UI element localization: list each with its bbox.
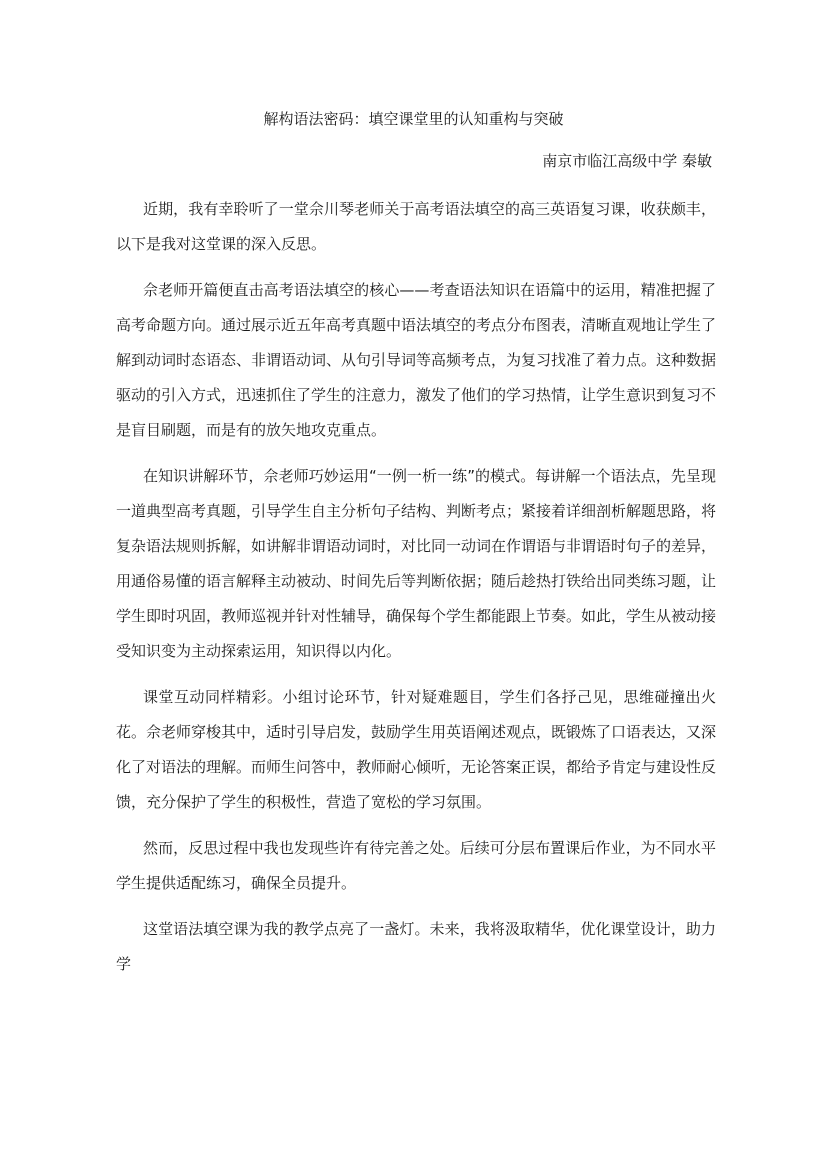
- paragraph: 近期，我有幸聆听了一堂佘川琴老师关于高考语法填空的高三英语复习课，收获颇丰，以下是我对这堂课的深入反思。: [116, 200, 716, 253]
- document-title: 解构语法密码：填空课堂里的认知重构与突破: [263, 110, 564, 128]
- document-author: 南京市临江高级中学 秦敏: [542, 152, 712, 170]
- document-body: [116, 192, 716, 982]
- paragraph: 课堂互动同样精彩。小组讨论环节，针对疑难题目，学生们各抒己见，思维碰撞出火花。佘老师穿梭其中，适时引导启发，鼓励学生用英语阐述观点，既锻炼了口语表达，又深化了对语法的理解。而师生问答中，教师耐心倾听，无论答案正误，都给予肯定与建设性反馈，充分保护了学生的积极性，营造了宽松的学习氛围。: [116, 688, 717, 811]
- paragraph: 在知识讲解环节，佘老师巧妙运用“一例一析一练”的模式。每讲解一个语法点，先呈现一道典型高考真题，引导学生自主分析句子结构、判断考点；紧接着详细剖析解题思路，将复杂语法规则拆解，如讲解非谓语动词时，对比同一动词在作谓语与非谓语时句子的差异，用通俗易懂的语言解释主动被动、时间先后等判断依据；随后趁热打铁给出同类练习题，让学生即时巩固，教师巡视并针对性辅导，确保每个学生都能跟上节奏。如此，学生从被动接受知识变为主动探索运用，知识得以内化。: [116, 467, 717, 660]
- paragraph: 然而，反思过程中我也发现些许有待完善之处。后续可分层布置课后作业，为不同水平学生提供适配练习，确保全员提升。: [116, 839, 716, 892]
- paragraph: 这堂语法填空课为我的教学点亮了一盏灯。未来，我将汲取精华，优化课堂设计，助力学: [116, 920, 716, 973]
- paragraph: 佘老师开篇便直击高考语法填空的核心——考查语法知识在语篇中的运用，精准把握了高考命题方向。通过展示近五年高考真题中语法填空的考点分布图表，清晰直观地让学生了解到动词时态语态、非谓语动词、从句引导词等高频考点，为复习找准了着力点。这种数据驱动的引入方式，迅速抓住了学生的注意力，激发了他们的学习热情，让学生意识到复习不是盲目刷题，而是有的放矢地攻克重点。: [116, 281, 717, 439]
